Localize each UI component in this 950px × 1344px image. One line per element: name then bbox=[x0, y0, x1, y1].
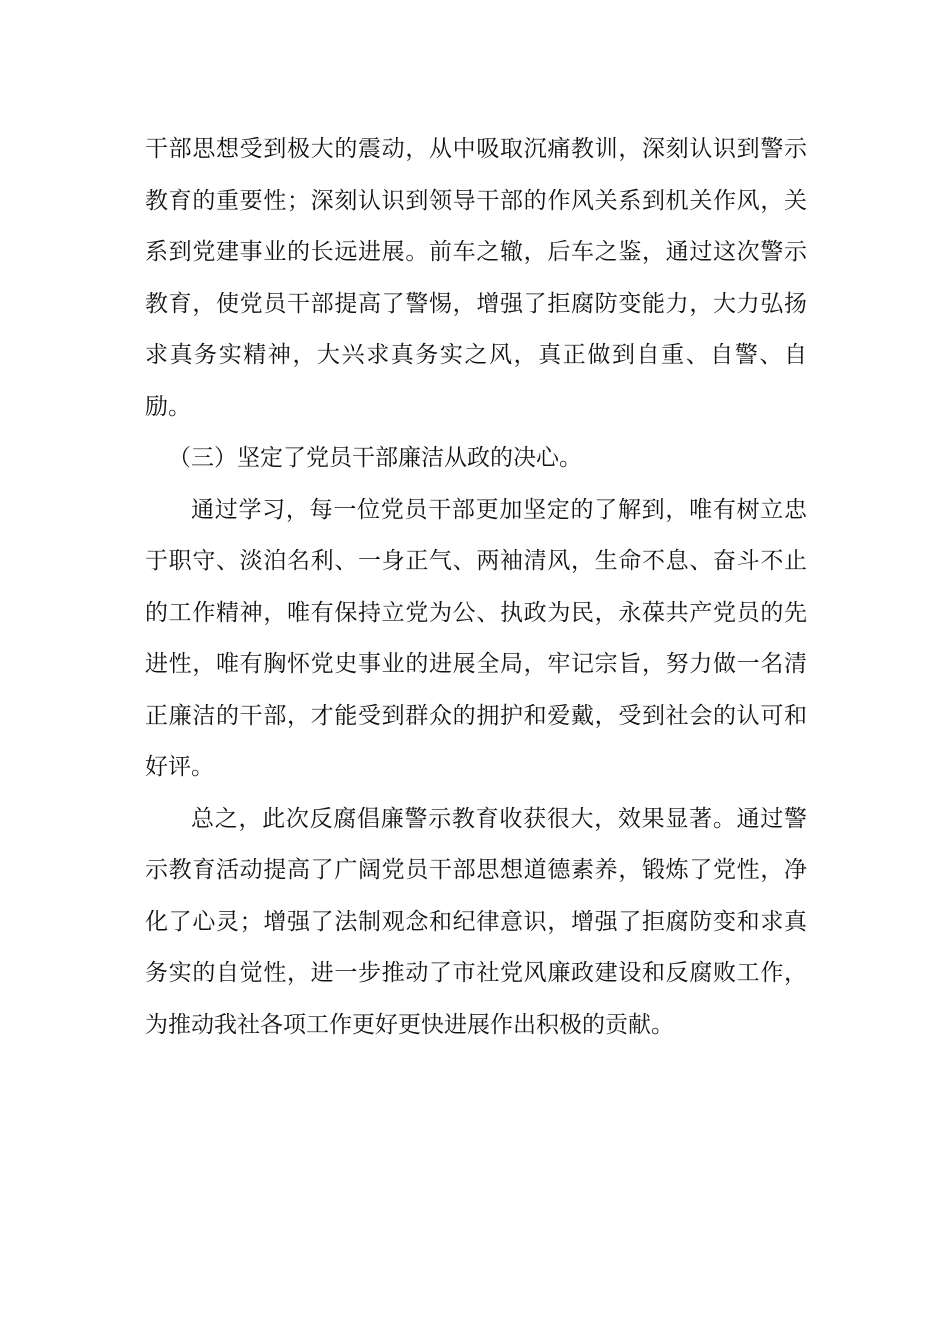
paragraph-conclusion: 总之，此次反腐倡廉警示教育收获很大，效果显著。通过警示教育活动提高了广阔党员干部思想道德素养，锻炼了党性，净化了心灵；增强了法制观念和纪律意识，增强了拒腐防变和求真务实的自觉性，进一步推动了市社党风廉政建设和反腐败工作，为推动我社各项工作更好更快进展作出积极的贡献。 bbox=[145, 805, 807, 1038]
paragraph-body: 通过学习，每一位党员干部更加坚定的了解到，唯有树立忠于职守、淡泊名利、一身正气、两袖清风，生命不息、奋斗不止的工作精神，唯有保持立党为公、执政为民，永葆共产党员的先进性，唯有胸怀党史事业的进展全局，牢记宗旨，努力做一名清正廉洁的干部，才能受到群众的拥护和爱戴，受到社会的认可和好评。 bbox=[145, 496, 807, 780]
paragraph-continuation: 干部思想受到极大的震动，从中吸取沉痛教训，深刻认识到警示教育的重要性；深刻认识到领导干部的作风关系到机关作风，关系到党建事业的长远进展。前车之辙，后车之鉴，通过这次警示教育，使党员干部提高了警惕，增强了拒腐防变能力，大力弘扬求真务实精神，大兴求真务实之风，真正做到自重、自警、自励。 bbox=[145, 136, 807, 420]
document-body bbox=[145, 124, 807, 1051]
section-heading: （三）坚定了党员干部廉洁从政的决心。 bbox=[168, 445, 582, 471]
